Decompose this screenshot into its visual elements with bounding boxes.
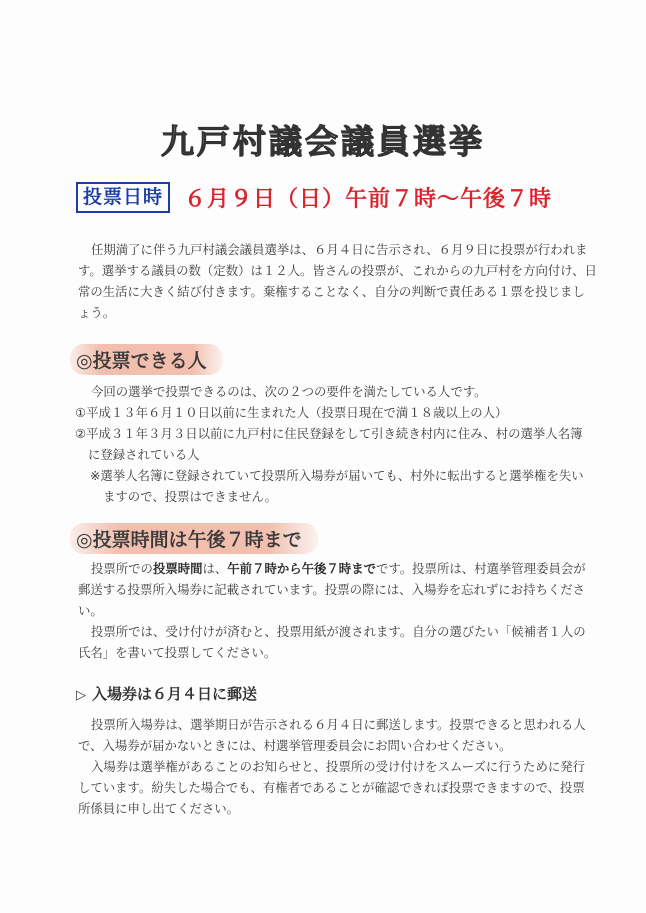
hours-line: 郵送する投票所入場券に記載されています。投票の際には、入場券を忘れずにお持ちくださ	[78, 582, 586, 597]
ticket-line: 投票所入場券は、選挙期日が告示される６月４日に郵送します。投票できると思われる人	[91, 717, 586, 732]
hours-line: 投票所での投票時間は、午前７時から午後７時までです。投票所は、村選挙管理委員会が	[91, 561, 586, 576]
hours-emphasis: 午前７時から午後７時まで	[227, 561, 376, 576]
ticket-line: 入場券は選挙権があることのお知らせと、投票所の受け付けをスムーズに行うために発行	[91, 759, 586, 774]
ticket-line: しています。紛失した場合でも、有権者であることが確認できれば投票できますので、投票	[78, 780, 585, 795]
ticket-section	[78, 714, 586, 819]
hours-emphasis: 投票時間	[152, 561, 203, 576]
eligibility-note-line: ますので、投票はできません。	[103, 489, 277, 504]
vote-date-row	[76, 181, 552, 213]
ticket-line: 所係員に申し出てください。	[78, 801, 240, 816]
intro-line: 常の生活に大きく結び付きます。棄権することなく、自分の判断で責任ある１票を投じまし	[78, 284, 585, 299]
intro-line: す。選挙する議員の数（定数）は１２人。皆さんの投票が、これからの九戸村を方向付け、日	[78, 263, 597, 278]
document-title: 九戸村議会議員選挙	[161, 122, 485, 161]
hours-line: 投票所では、受け付けが済むと、投票用紙が渡されます。自分の選びたい「候補者１人の	[91, 624, 586, 639]
eligibility-note-line: ※選挙人名簿に登録されていて投票所入場券が届いても、村外に転出すると選挙権を失い	[90, 468, 584, 483]
section-heading-hours: ◎投票時間は午後７時まで	[70, 523, 318, 554]
requirement-2-line: ②平成３１年３月３日以前に九戸村に住民登録をして引き続き村内に住み、村の選挙人名簿	[75, 426, 583, 441]
vote-date-badge: 投票日時	[76, 182, 170, 213]
section-heading-ticket-label: 入場券は６月４日に郵送	[92, 685, 258, 703]
requirement-1: ①平成１３年６月１０日以前に生まれた人（投票日現在で満１８歳以上の人）	[75, 405, 508, 420]
section-heading-ticket	[76, 683, 257, 704]
triangle-icon: ▷	[76, 688, 86, 703]
intro-paragraph	[78, 239, 597, 323]
ticket-line: で、入場券が届かないときには、村選挙管理委員会にお問い合わせください。	[78, 738, 512, 753]
hours-section	[78, 558, 586, 663]
section-heading-eligibility: ◎投票できる人	[70, 344, 223, 375]
hours-line: い。	[78, 603, 103, 618]
vote-date-text: ６月９日（日）午前７時〜午後７時	[184, 186, 553, 212]
eligibility-section	[75, 381, 584, 507]
intro-line: ょう。	[78, 305, 116, 320]
requirement-2-line: に登録されている人	[88, 447, 200, 462]
eligibility-lead: 今回の選挙で投票できるのは、次の２つの要件を満たしている人です。	[91, 384, 487, 399]
hours-line: 氏名」を書いて投票してください。	[78, 645, 277, 660]
intro-line: 任期満了に伴う九戸村議会議員選挙は、６月４日に告示され、６月９日に投票が行われま	[91, 242, 588, 257]
